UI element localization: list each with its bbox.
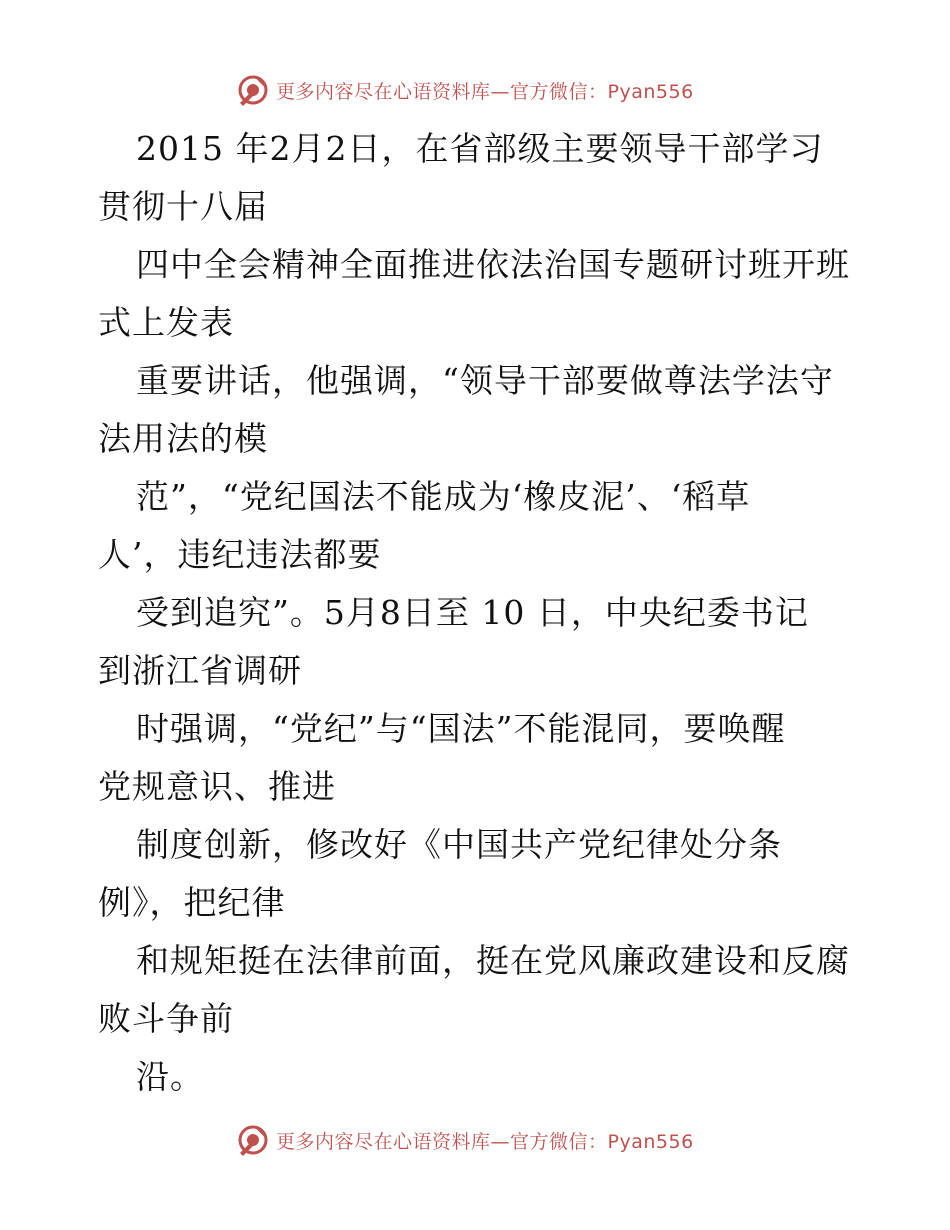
text-line: 党规意识、推进	[98, 767, 336, 806]
text-line: 受到追究”。5月8日至 10 日，中央纪委书记	[136, 593, 809, 632]
banner-text: 更多内容尽在心语资料库—官方微信：Pyan556	[276, 1130, 694, 1153]
text-line: 人’，违纪违法都要	[98, 535, 382, 574]
text-line: 时强调，“党纪”与“国法”不能混同，要唤醒	[136, 709, 786, 748]
text-line: 重要讲话，他强调，“领导干部要做尊法学法守	[136, 361, 834, 400]
header-banner	[236, 72, 694, 108]
text-line: 败斗争前	[98, 999, 234, 1038]
text-line: 和规矩挺在法律前面，挺在党风廉政建设和反腐	[136, 941, 850, 980]
text-line: 法用法的模	[98, 419, 268, 458]
text-line: 制度创新，修改好《中国共产党纪律处分条	[136, 825, 782, 864]
text-line: 四中全会精神全面推进依法治国专题研讨班开班	[136, 245, 850, 284]
text-line: 2015 年2月2日，在省部级主要领导干部学习	[136, 129, 824, 168]
text-line: 贯彻十八届	[98, 187, 268, 226]
text-line: 式上发表	[98, 303, 234, 342]
text-line: 沿。	[136, 1057, 204, 1096]
pen-logo-icon	[236, 1123, 270, 1157]
text-line: 例》，把纪律	[98, 883, 286, 922]
text-line: 到浙江省调研	[98, 651, 302, 690]
pen-logo-icon	[236, 73, 270, 107]
text-line: 范”，“党纪国法不能成为‘橡皮泥’、‘稻草	[136, 477, 751, 516]
footer-banner	[236, 1122, 694, 1158]
banner-text: 更多内容尽在心语资料库—官方微信：Pyan556	[276, 80, 694, 103]
document-body	[98, 120, 858, 1122]
